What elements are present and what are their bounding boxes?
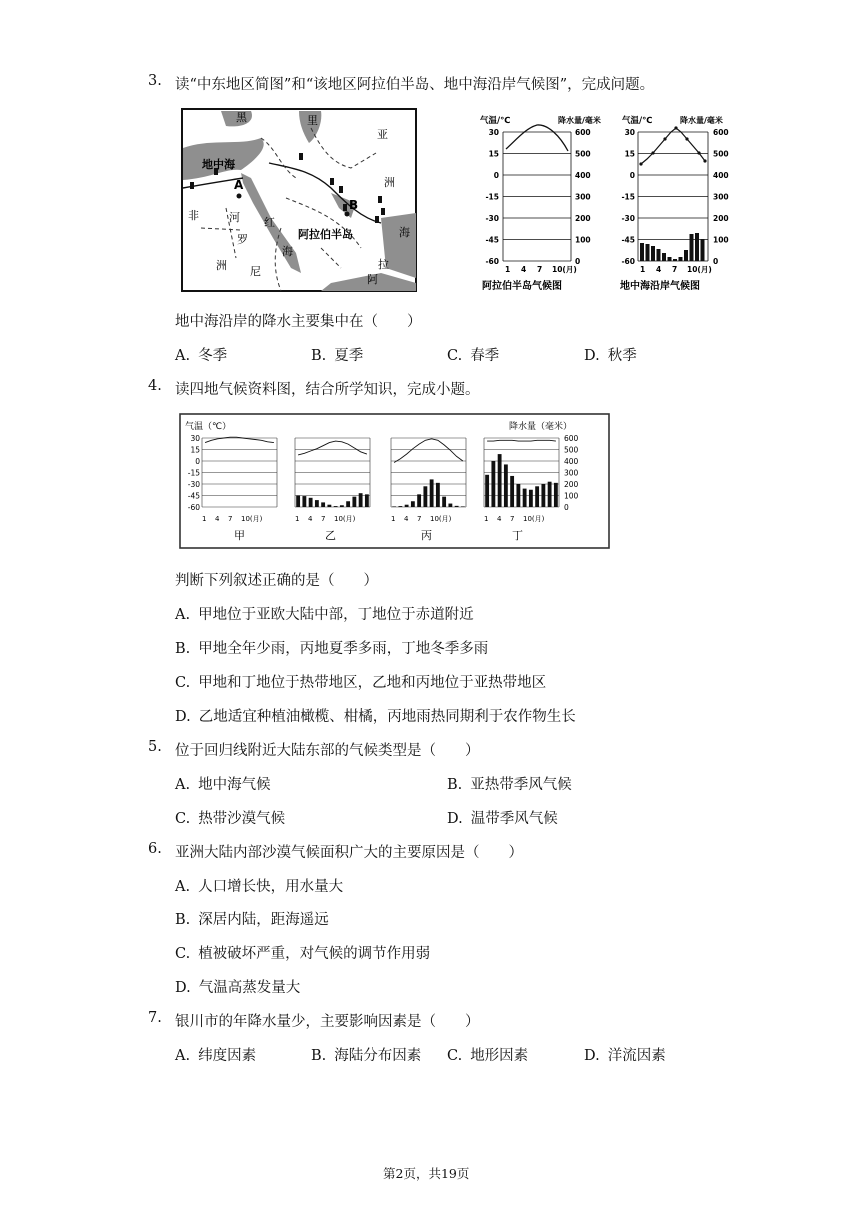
option-letter: B. — [311, 348, 327, 364]
rain-tick: 100 — [575, 235, 591, 245]
map-point-b: B — [349, 198, 359, 212]
arabian-climate-chart — [476, 112, 611, 294]
map-label-mediterranean: 地中海 — [202, 158, 235, 171]
q3-question: 地中海沿岸的降水主要集中在（ ） — [175, 314, 422, 330]
q6-option-a[interactable] — [175, 875, 343, 896]
option-letter: B. — [447, 777, 463, 793]
map-label-a: 阿 — [367, 273, 378, 286]
x-tick: 1 — [202, 515, 207, 523]
option-text: 人口增长快，用水量大 — [198, 879, 344, 895]
option-letter: C. — [447, 348, 463, 364]
precip-bar — [352, 497, 356, 507]
x-tick: 10(月) — [687, 265, 712, 274]
option-letter: C. — [175, 675, 191, 691]
q4-question: 判断下列叙述正确的是（ ） — [175, 573, 378, 589]
precip-bar — [309, 498, 313, 507]
x-tick: 4 — [497, 515, 502, 523]
x-tick: 4 — [215, 515, 220, 523]
option-letter: A. — [175, 879, 191, 895]
precip-bar — [405, 505, 409, 507]
temp-tick: -15 — [621, 192, 635, 202]
rain-tick: 600 — [564, 434, 579, 443]
precip-bar — [411, 501, 415, 507]
map-label-arabian-peninsula: 阿拉伯半岛 — [298, 228, 353, 241]
rain-tick: 300 — [713, 192, 729, 202]
option-letter: A. — [175, 348, 191, 364]
option-letter: A. — [175, 1048, 191, 1064]
mediterranean-climate-chart — [618, 112, 753, 294]
option-letter: D. — [175, 980, 191, 996]
option-letter: D. — [584, 348, 600, 364]
q7-option-a[interactable] — [175, 1044, 256, 1065]
panel-label-bing: 丙 — [421, 529, 432, 542]
x-tick: 10(月) — [523, 515, 545, 523]
q3-option-b[interactable] — [311, 344, 363, 365]
map-label-zhou-2: 洲 — [216, 259, 227, 272]
rain-tick: 100 — [564, 491, 579, 501]
temp-tick: -45 — [621, 235, 635, 245]
option-text: 甲地全年少雨，丙地夏季多雨，丁地冬季多雨 — [198, 641, 489, 657]
q5-option-c[interactable] — [175, 807, 285, 828]
x-tick: 1 — [391, 515, 396, 523]
map-label-he: 河 — [229, 211, 240, 224]
precip-bar — [392, 506, 396, 507]
q4-option-b[interactable] — [175, 637, 488, 658]
precip-bar — [535, 486, 539, 507]
precip-bar — [504, 464, 508, 507]
map-label-hei: 黑 — [236, 111, 247, 124]
map-point-a: A — [234, 178, 244, 192]
x-tick: 7 — [537, 265, 543, 274]
map-label-ya: 亚 — [377, 128, 388, 141]
temp-tick: -30 — [187, 480, 200, 489]
temp-tick: 15 — [624, 149, 635, 159]
q6-option-d[interactable] — [175, 976, 300, 997]
q4-option-c[interactable] — [175, 671, 546, 692]
precip-bar — [498, 454, 502, 507]
option-text: 冬季 — [198, 348, 228, 364]
rain-tick: 200 — [713, 214, 729, 223]
precip-bar — [523, 489, 527, 507]
option-text: 地形因素 — [470, 1048, 529, 1064]
map-label-hai: 海 — [282, 245, 293, 258]
rain-tick: 600 — [713, 128, 729, 137]
x-tick: 4 — [308, 515, 313, 523]
precip-bar — [529, 490, 533, 507]
q4-stem: 读四地气候资料图，结合所学知识，完成小题。 — [175, 382, 480, 398]
precip-bar — [516, 484, 520, 507]
x-tick: 7 — [417, 515, 422, 523]
option-text: 深居内陆，距海遥远 — [198, 912, 329, 928]
precip-bar — [398, 506, 402, 507]
precip-bar — [510, 476, 514, 507]
option-letter: C. — [175, 811, 191, 827]
rain-tick: 200 — [575, 214, 591, 223]
map-label-la: 拉 — [378, 258, 389, 271]
rain-tick: 500 — [713, 149, 729, 159]
rain-tick: 400 — [575, 171, 591, 180]
option-letter: D. — [447, 811, 463, 827]
option-text: 甲地和丁地位于热带地区，乙地和丙地位于亚热带地区 — [198, 675, 547, 691]
temp-tick: 30 — [624, 128, 635, 137]
q7-number: 7. — [148, 1010, 162, 1026]
chart-caption: 阿拉伯半岛气候图 — [482, 281, 562, 292]
map-label-fei: 非 — [188, 209, 199, 222]
option-letter: D. — [584, 1048, 600, 1064]
rain-tick: 0 — [564, 503, 569, 512]
rain-tick: 300 — [575, 192, 591, 202]
precip-bar — [430, 479, 434, 507]
q3-stem: 读“中东地区简图”和“该地区阿拉伯半岛、地中海沿岸气候图”，完成问题。 — [175, 77, 655, 93]
rain-axis-label: 降水量/毫米 — [680, 116, 723, 125]
x-tick: 1 — [484, 515, 489, 523]
map-label-ni: 尼 — [250, 265, 261, 278]
option-letter: C. — [175, 946, 191, 962]
precip-bar — [436, 483, 440, 507]
chart-caption: 地中海沿岸气候图 — [620, 281, 700, 292]
rain-tick: 0 — [713, 257, 719, 266]
map-label-hai-2: 海 — [399, 226, 410, 239]
option-text: 热带沙漠气候 — [198, 811, 286, 827]
q6-option-c[interactable] — [175, 942, 430, 963]
option-text: 夏季 — [334, 348, 364, 364]
rain-tick: 500 — [575, 149, 591, 159]
temp-tick: -30 — [621, 214, 635, 223]
precip-bar — [359, 493, 363, 507]
precip-bar — [315, 500, 319, 507]
q5-option-d[interactable] — [447, 807, 558, 828]
q4-option-d[interactable] — [175, 705, 576, 726]
q3-option-d[interactable] — [584, 344, 637, 365]
temp-tick: -60 — [187, 503, 200, 512]
q6-option-b[interactable] — [175, 908, 329, 929]
precip-bar — [548, 482, 552, 507]
q7-stem: 银川市的年降水量少，主要影响因素是（ ） — [175, 1014, 480, 1030]
option-text: 春季 — [470, 348, 500, 364]
option-text: 海陆分布因素 — [334, 1048, 422, 1064]
x-tick: 10(月) — [241, 515, 263, 523]
temp-axis-label: 气温（℃） — [185, 422, 232, 432]
map-label-luo: 罗 — [237, 233, 248, 246]
precip-bar — [442, 497, 446, 507]
q7-option-d[interactable] — [584, 1044, 666, 1065]
temp-tick: -45 — [187, 491, 200, 501]
x-tick: 1 — [640, 265, 646, 274]
rain-tick: 100 — [713, 235, 729, 245]
temp-axis-label: 气温/℃ — [480, 116, 511, 126]
option-letter: A. — [175, 777, 191, 793]
precip-bar — [340, 505, 344, 507]
option-text: 温带季风气候 — [470, 811, 558, 827]
x-tick: 1 — [505, 265, 511, 274]
precip-bar — [417, 494, 421, 507]
page-footer: 第2页，共19页 — [383, 1166, 470, 1181]
precip-bar — [334, 506, 338, 507]
rain-axis-label: 降水量（毫米） — [509, 422, 573, 432]
x-tick: 10(月) — [334, 515, 356, 523]
temp-tick: -15 — [187, 468, 200, 478]
option-text: 地中海气候 — [198, 777, 271, 793]
q7-option-b[interactable] — [311, 1044, 421, 1065]
temp-axis-label: 气温/℃ — [622, 116, 653, 126]
precip-bar — [365, 494, 369, 507]
q3-option-c[interactable] — [447, 344, 499, 365]
precip-bar — [346, 501, 350, 507]
rain-tick: 300 — [564, 468, 579, 478]
rain-tick: 0 — [575, 257, 581, 266]
q3-number: 3. — [148, 73, 162, 89]
option-text: 甲地位于亚欧大陆中部，丁地位于赤道附近 — [198, 607, 474, 623]
temp-tick: 0 — [195, 457, 200, 466]
rain-tick: 200 — [564, 480, 579, 489]
temp-tick: 30 — [488, 128, 499, 137]
temp-tick: 0 — [493, 171, 499, 180]
precip-bar — [448, 504, 452, 507]
option-letter: A. — [175, 607, 191, 623]
precip-bar — [321, 502, 325, 507]
precip-bar — [554, 483, 558, 507]
x-tick: 7 — [510, 515, 515, 523]
option-text: 亚热带季风气候 — [470, 777, 572, 793]
rain-tick: 500 — [564, 445, 579, 455]
rain-axis-label: 降水量/毫米 — [558, 116, 601, 125]
four-climate-charts — [179, 413, 610, 549]
temp-tick: -60 — [621, 257, 635, 266]
x-tick: 10(月) — [552, 265, 577, 274]
option-text: 秋季 — [607, 348, 637, 364]
temp-tick: -45 — [485, 235, 499, 245]
option-letter: C. — [447, 1048, 463, 1064]
option-text: 植被破坏严重，对气候的调节作用弱 — [198, 946, 431, 962]
q4-number: 4. — [148, 378, 162, 394]
temp-tick: 0 — [629, 171, 635, 180]
panel-label-jia: 甲 — [234, 529, 245, 542]
temp-tick: -30 — [485, 214, 499, 223]
x-tick: 7 — [321, 515, 326, 523]
precip-bar — [296, 496, 300, 508]
x-tick: 10(月) — [430, 515, 452, 523]
x-tick: 7 — [228, 515, 233, 523]
x-tick: 4 — [404, 515, 409, 523]
x-tick: 4 — [521, 265, 527, 274]
q7-option-c[interactable] — [447, 1044, 528, 1065]
q5-option-b[interactable] — [447, 773, 572, 794]
precip-bar — [327, 505, 331, 507]
panel-label-ding: 丁 — [512, 529, 523, 542]
option-text: 纬度因素 — [198, 1048, 257, 1064]
temp-tick: 30 — [190, 434, 200, 443]
x-tick: 1 — [295, 515, 300, 523]
temp-tick: -15 — [485, 192, 499, 202]
panel-label-yi: 乙 — [325, 529, 336, 542]
q6-number: 6. — [148, 841, 162, 857]
precip-bar — [461, 506, 465, 507]
map-label-li: 里 — [307, 114, 318, 127]
temp-tick: 15 — [190, 445, 200, 455]
rain-tick: 600 — [575, 128, 591, 137]
temp-tick: -60 — [485, 257, 499, 266]
precip-bar — [485, 475, 489, 507]
option-letter: B. — [311, 1048, 327, 1064]
precip-bar — [491, 461, 495, 507]
option-letter: B. — [175, 912, 191, 928]
option-text: 洋流因素 — [607, 1048, 666, 1064]
x-tick: 4 — [656, 265, 662, 274]
map-label-hong: 红 — [264, 216, 275, 229]
q5-number: 5. — [148, 739, 162, 755]
option-text: 气温高蒸发量大 — [198, 980, 301, 996]
precip-bar — [302, 496, 306, 507]
q5-option-a[interactable] — [175, 773, 271, 794]
option-text: 乙地适宜种植油橄榄、柑橘，丙地雨热同期利于农作物生长 — [198, 709, 576, 725]
q6-stem: 亚洲大陆内部沙漠气候面积广大的主要原因是（ ） — [175, 845, 523, 861]
map-label-zhou: 洲 — [384, 176, 395, 189]
q5-stem: 位于回归线附近大陆东部的气候类型是（ ） — [175, 743, 480, 759]
option-letter: D. — [175, 709, 191, 725]
x-tick: 7 — [672, 265, 678, 274]
precip-bar — [423, 486, 427, 507]
rain-tick: 400 — [713, 171, 729, 180]
precip-bar — [541, 484, 545, 507]
option-letter: B. — [175, 641, 191, 657]
temp-tick: 15 — [488, 149, 499, 159]
middle-east-map — [181, 108, 417, 292]
rain-tick: 400 — [564, 457, 579, 466]
precip-bar — [455, 506, 459, 507]
q4-option-a[interactable] — [175, 603, 474, 624]
q3-option-a[interactable] — [175, 344, 227, 365]
